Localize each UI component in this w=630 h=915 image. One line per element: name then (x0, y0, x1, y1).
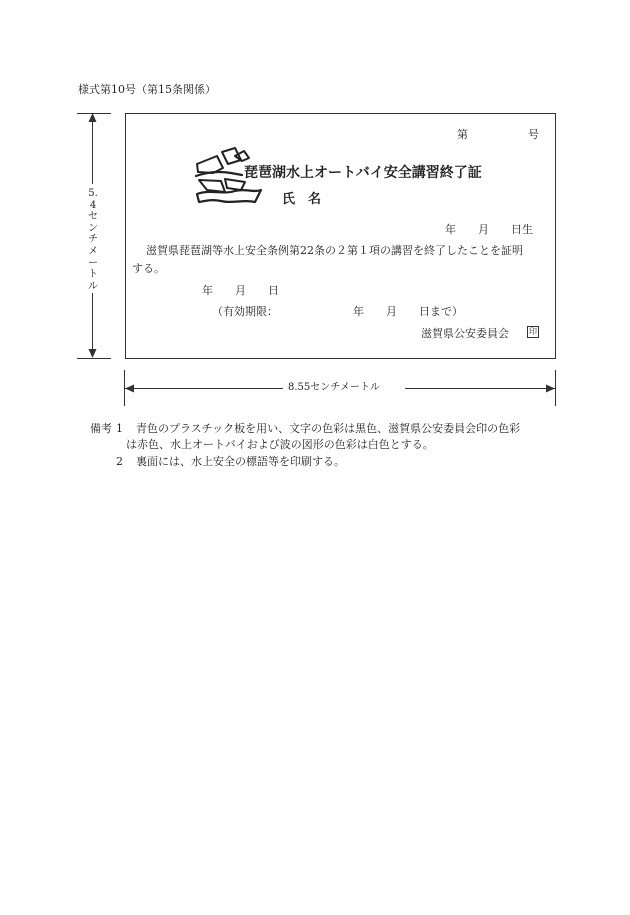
note-2-number: 2 (116, 455, 123, 468)
certification-body-line2: する。 (132, 262, 165, 275)
certification-body-line1: 滋賀県琵琶湖等水上安全条例第22条の２第１項の講習を終了したことを証明 (146, 244, 523, 257)
seal-stamp (527, 326, 539, 338)
arrow-left-icon (125, 384, 135, 393)
validity-period-label: （有効期限： (212, 305, 278, 318)
arrow-up-icon (88, 113, 97, 123)
notes-label: 備考 (90, 422, 112, 435)
height-tick-bottom (77, 358, 111, 359)
note-1-line2: は赤色、水上オートバイおよび波の図形の色彩は白色とする。 (126, 438, 434, 451)
certificate-number-prefix: 第 (457, 128, 468, 141)
name-label: 氏 名 (282, 192, 322, 207)
note-1-line1: 青色のプラスチック板を用い、文字の色彩は黒色、滋賀県公安委員会印の色彩 (136, 422, 521, 435)
form-header: 様式第10号（第15条関係） (78, 83, 216, 96)
birthdate-line: 年 月 日生 (445, 223, 533, 236)
certificate-title: 琵琶湖水上オートバイ安全講習終了証 (244, 165, 482, 181)
width-line-left (125, 388, 283, 389)
seal-text: 印 (529, 327, 537, 336)
note-1-number: 1 (116, 422, 123, 435)
width-tick-right (555, 370, 556, 406)
arrow-down-icon (88, 348, 97, 358)
height-label: 5.4センチメートル (88, 188, 98, 292)
note-2-line1: 裏面には、水上安全の標語等を印刷する。 (136, 455, 345, 468)
height-line-top (92, 114, 93, 184)
certificate-card (125, 113, 556, 359)
issue-date: 年 月 日 (202, 284, 279, 297)
arrow-right-icon (545, 384, 555, 393)
issuer: 滋賀県公安委員会 (421, 327, 509, 340)
width-label: 8.55センチメートル (288, 382, 380, 393)
certificate-number-suffix: 号 (528, 128, 539, 141)
width-line-right (405, 388, 555, 389)
validity-period-date: 年 月 日まで） (353, 305, 463, 318)
